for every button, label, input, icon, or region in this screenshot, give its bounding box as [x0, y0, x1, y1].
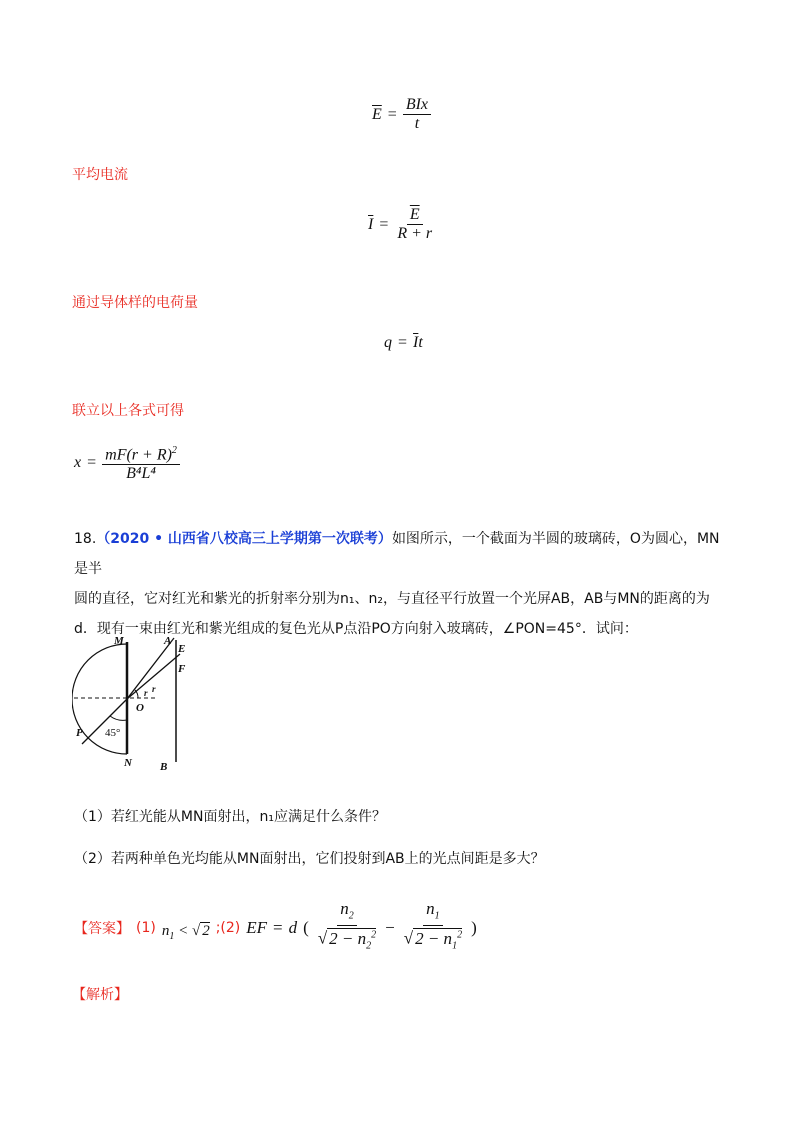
angle-r-arc	[135, 690, 138, 698]
current-symbol: $\overline{I}$	[368, 215, 374, 233]
problem-source: （2020 • 山西省八校高三上学期第一次联考）	[96, 531, 392, 547]
charge-expression: $\overline{I}t$	[413, 334, 423, 351]
answer-part2-label: ;(2)	[215, 919, 241, 936]
problem-text-1: 如图所示，一个截面为半圆的玻璃砖，O为圆心，MN是半	[74, 531, 720, 577]
label-r2: r	[152, 684, 156, 694]
optics-figure	[72, 632, 202, 782]
label-M: M	[114, 635, 124, 647]
label-F: F	[178, 663, 186, 675]
label-A: A	[164, 635, 172, 647]
equals-sign: =	[379, 215, 389, 233]
label-O: O	[136, 702, 144, 714]
label-P: P	[76, 727, 83, 739]
answer-part1: $n_1$ < √ 2	[161, 923, 210, 943]
analysis-tag: 【解析】	[72, 987, 128, 1003]
answer-part1-label: (1)	[136, 919, 156, 936]
answer-block	[74, 900, 477, 955]
problem-statement	[74, 524, 726, 644]
emf-denominator: t	[414, 115, 420, 132]
x-numerator: $mF(r + R)^2$	[102, 442, 180, 465]
label-B: B	[160, 761, 168, 773]
label-charge: 通过导体样的电荷量	[72, 295, 198, 311]
emf-equation	[372, 96, 431, 133]
question-2: （2）若两种单色光均能从MN面射出，它们投射到AB上的光点间距是多大？	[74, 851, 545, 867]
charge-symbol: q	[384, 334, 392, 351]
answer-tag: 【答案】	[74, 920, 130, 937]
answer-part2: EF = d ( $\frac{n_2}{√ 2 - n_2^2}$ − $\frac{n_1}{√ 2 - n_1^2}$ )	[246, 899, 477, 952]
x-fraction	[102, 442, 180, 483]
label-combine: 联立以上各式可得	[72, 403, 184, 419]
emf-symbol: $\overline{E}$	[372, 105, 382, 123]
current-equation	[368, 206, 435, 243]
charge-equation	[384, 334, 423, 352]
label-r1: r	[144, 688, 148, 698]
problem-number: 18.	[74, 531, 97, 547]
emf-fraction	[403, 96, 431, 133]
x-symbol: x	[74, 453, 82, 471]
label-N: N	[124, 757, 132, 769]
current-fraction	[394, 206, 435, 243]
red-ray	[127, 638, 174, 699]
question-1: （1）若红光能从MN面射出，n₁应满足什么条件？	[74, 809, 386, 825]
equals-sign: =	[387, 105, 397, 123]
emf-numerator: BIx	[403, 96, 431, 115]
label-angle: 45°	[105, 727, 121, 739]
equals-sign: =	[87, 453, 97, 471]
angle-45-arc	[110, 716, 127, 720]
equals-sign: =	[398, 334, 408, 351]
label-E: E	[178, 643, 186, 655]
problem-text-2: 圆的直径，它对红光和紫光的折射率分别为n₁、n₂，与直径平行放置一个光屏AB，AB与MN的距离的为	[74, 591, 710, 607]
current-denominator: R + r	[397, 225, 433, 242]
x-equation	[74, 442, 180, 483]
x-denominator: B⁴L⁴	[126, 465, 156, 483]
label-avg-current: 平均电流	[72, 167, 128, 183]
current-numerator: $\overline{E}$	[407, 206, 423, 225]
problem-text-3: d．现有一束由红光和紫光组成的复色光从P点沿PO方向射入玻璃砖，∠PON=45°．试问：	[74, 621, 638, 637]
